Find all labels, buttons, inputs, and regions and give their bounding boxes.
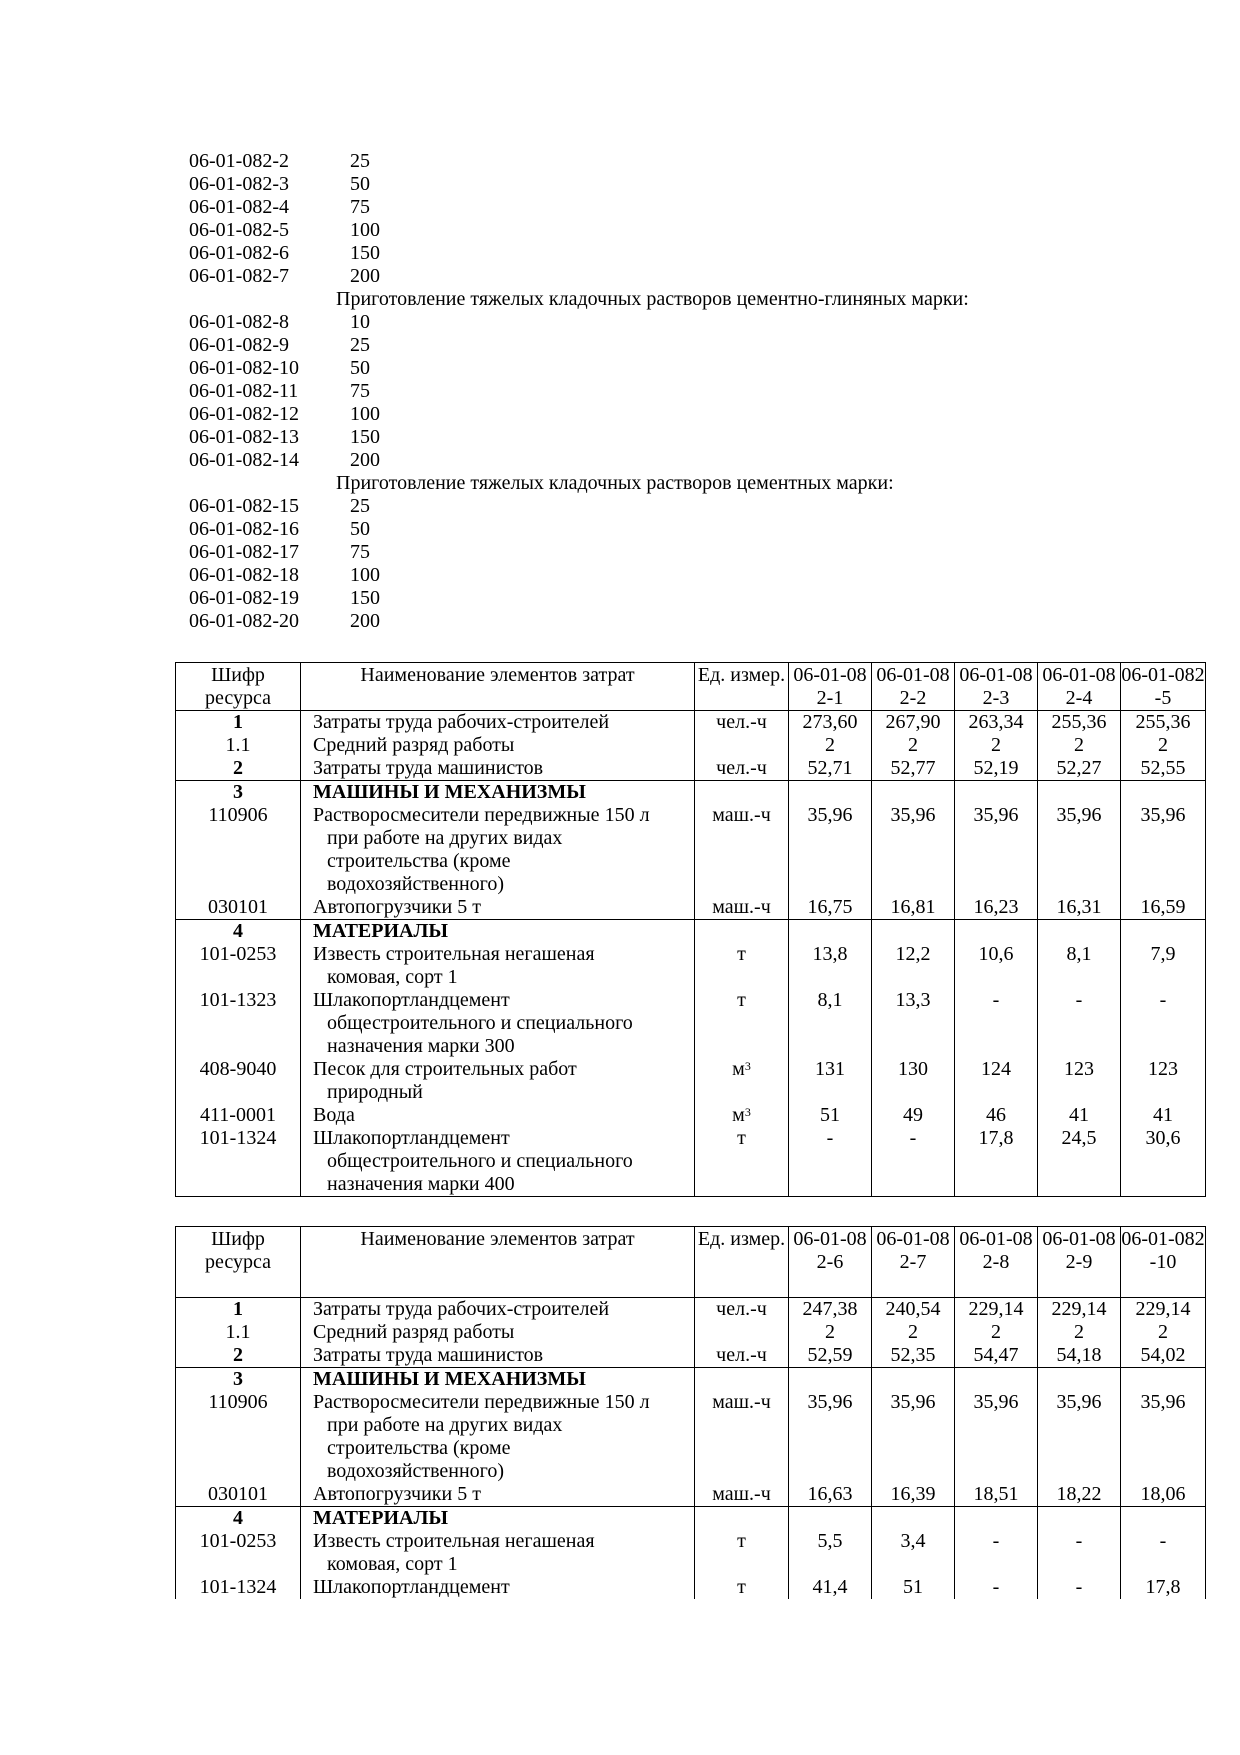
row-name: Известь строительная негашеная (313, 1530, 595, 1552)
row-name: МАШИНЫ И МЕХАНИЗМЫ (301, 781, 695, 805)
value-cell: 16,23 (955, 896, 1038, 920)
header-unit: Ед. измер. (695, 1227, 789, 1298)
code-list-item (189, 219, 1089, 242)
row-name: МАТЕРИАЛЫ (301, 1507, 695, 1531)
row-unit: маш.-ч (695, 1483, 789, 1507)
header-col: 06-01-082-4 (1038, 663, 1121, 711)
value-cell: 49 (872, 1104, 955, 1127)
value-cell: 52,59 (807, 1344, 853, 1366)
table-header-row (176, 663, 1206, 711)
table-row (176, 781, 1206, 805)
unit-superscript: 3 (744, 1059, 751, 1073)
header-col: 06-01-082-10 (1121, 1227, 1206, 1298)
row-code: 2 (233, 1344, 243, 1366)
row-name: Затраты труда рабочих-строителей (313, 711, 610, 733)
value-cell: 35,96 (1121, 1391, 1206, 1483)
code-list-item (189, 311, 1089, 334)
norm-code: 06-01-082-14 (189, 449, 299, 471)
row-code: 101-1324 (176, 1576, 301, 1599)
value-cell: 41,4 (789, 1576, 872, 1599)
row-code: 101-1324 (176, 1127, 301, 1197)
value-cell: 267,90 (885, 711, 941, 733)
code-list-item (189, 495, 1089, 518)
row-code: 3 (176, 1368, 301, 1392)
value-cell: 16,59 (1121, 896, 1206, 920)
value-cell: 8,1 (789, 989, 872, 1058)
value-cell: - (872, 1127, 955, 1197)
row-unit: чел.-ч (716, 1298, 767, 1320)
unit-superscript: 3 (744, 1105, 751, 1119)
value-cell: - (955, 989, 1038, 1058)
value-cell: 229,14 (1135, 1298, 1191, 1320)
section-heading: Приготовление тяжелых кладочных растворов цементно-глиняных марки: (336, 288, 969, 310)
code-list-item (189, 150, 1089, 173)
value-cell: 18,51 (955, 1483, 1038, 1507)
value-cell: 52,35 (890, 1344, 936, 1366)
table-row (176, 1483, 1206, 1507)
code-list-item (189, 334, 1089, 357)
mortar-grade: 25 (350, 150, 370, 172)
norm-code: 06-01-082-13 (189, 426, 299, 448)
row-unit (695, 1321, 788, 1344)
norm-code: 06-01-082-11 (189, 380, 299, 402)
resource-table-2 (175, 1226, 1206, 1599)
value-cell: 17,8 (1121, 1576, 1206, 1599)
mortar-grade: 75 (350, 380, 370, 402)
value-cell: 2 (991, 1321, 1001, 1343)
value-cell: 54,18 (1056, 1344, 1102, 1366)
mortar-grade: 25 (350, 334, 370, 356)
mortar-grade: 75 (350, 541, 370, 563)
value-cell: 2 (825, 1321, 835, 1343)
norm-code: 06-01-082-15 (189, 495, 299, 517)
value-cell: 2 (1158, 734, 1168, 756)
table-row (176, 1368, 1206, 1392)
code-list-item (189, 196, 1089, 219)
value-cell: 5,5 (789, 1530, 872, 1576)
value-cell: 35,96 (1038, 804, 1121, 896)
row-name: Затраты труда машинистов (313, 757, 544, 779)
value-cell: 12,2 (872, 943, 955, 989)
value-cell: 35,96 (789, 804, 872, 896)
value-cell: 16,31 (1038, 896, 1121, 920)
value-cell: 35,96 (955, 804, 1038, 896)
value-cell: 247,38 (802, 1298, 858, 1320)
value-cell: 18,22 (1038, 1483, 1121, 1507)
table-row (176, 711, 1206, 781)
value-cell: 229,14 (968, 1298, 1024, 1320)
value-cell: 255,36 (1051, 711, 1107, 733)
table-row (176, 1530, 1206, 1576)
norm-code: 06-01-082-18 (189, 564, 299, 586)
value-cell: 54,47 (973, 1344, 1019, 1366)
row-unit (695, 734, 788, 757)
row-unit: м (732, 1058, 745, 1080)
norm-code: 06-01-082-20 (189, 610, 299, 632)
header-col: 06-01-082-8 (955, 1227, 1038, 1298)
value-cell: - (1038, 1530, 1121, 1576)
header-name: Наименование элементов затрат (301, 1227, 695, 1298)
row-name: МАШИНЫ И МЕХАНИЗМЫ (301, 1368, 695, 1392)
value-cell: 2 (825, 734, 835, 756)
value-cell: 263,34 (968, 711, 1024, 733)
norm-code: 06-01-082-2 (189, 150, 289, 172)
value-cell: 54,02 (1140, 1344, 1186, 1366)
value-cell: 52,19 (973, 757, 1019, 779)
row-code: 101-0253 (176, 943, 301, 989)
row-name: Шлакопортландцемент (301, 1576, 695, 1599)
code-list-item (189, 541, 1089, 564)
section-heading: Приготовление тяжелых кладочных растворов цементных марки: (336, 472, 894, 494)
mortar-grade: 100 (350, 564, 380, 586)
mortar-grade: 50 (350, 357, 370, 379)
header-code: Шифр ресурса (176, 1227, 301, 1298)
header-col: 06-01-082-2 (872, 663, 955, 711)
norm-code: 06-01-082-3 (189, 173, 289, 195)
row-unit: т (695, 1530, 789, 1576)
table-row (176, 804, 1206, 896)
value-cell: 16,63 (789, 1483, 872, 1507)
value-cell: 16,39 (872, 1483, 955, 1507)
value-cell: 18,06 (1121, 1483, 1206, 1507)
value-cell: 2 (908, 734, 918, 756)
value-cell: 30,6 (1121, 1127, 1206, 1197)
table-row (176, 1298, 1206, 1368)
row-name: Шлакопортландцемент (313, 1127, 510, 1149)
value-cell: - (1038, 1576, 1121, 1599)
mortar-grade: 200 (350, 610, 380, 632)
header-col: 06-01-082-3 (955, 663, 1038, 711)
row-code: 110906 (176, 1391, 301, 1483)
code-list (189, 150, 1089, 633)
value-cell: 52,71 (807, 757, 853, 779)
value-cell: 123 (1038, 1058, 1121, 1104)
table-row (176, 989, 1206, 1058)
code-list-item (189, 449, 1089, 472)
code-list-item (189, 587, 1089, 610)
value-cell: - (1038, 989, 1121, 1058)
value-cell: - (1121, 1530, 1206, 1576)
value-cell: 35,96 (955, 1391, 1038, 1483)
row-code: 1.1 (225, 1321, 251, 1343)
value-cell: 10,6 (955, 943, 1038, 989)
value-cell: 131 (789, 1058, 872, 1104)
code-list-item (189, 380, 1089, 403)
norm-code: 06-01-082-12 (189, 403, 299, 425)
row-code: 3 (176, 781, 301, 805)
row-name: Шлакопортландцемент (313, 989, 510, 1011)
value-cell: 2 (1074, 1321, 1084, 1343)
table-row (176, 1058, 1206, 1104)
value-cell: 13,8 (789, 943, 872, 989)
resource-table-1 (175, 662, 1206, 1197)
row-unit: т (695, 1127, 789, 1197)
row-unit: чел.-ч (716, 711, 767, 733)
row-name: Известь строительная негашеная (313, 943, 595, 965)
row-name: Средний разряд работы (313, 1321, 515, 1343)
value-cell: 41 (1038, 1104, 1121, 1127)
mortar-grade: 50 (350, 173, 370, 195)
norm-code: 06-01-082-4 (189, 196, 289, 218)
value-cell: 16,75 (789, 896, 872, 920)
value-cell: 3,4 (872, 1530, 955, 1576)
table-row (176, 1507, 1206, 1531)
row-code: 1 (233, 711, 243, 733)
value-cell: 16,81 (872, 896, 955, 920)
table-row (176, 1127, 1206, 1197)
value-cell: 7,9 (1121, 943, 1206, 989)
row-name: МАТЕРИАЛЫ (301, 920, 695, 944)
header-col: 06-01-082-5 (1121, 664, 1205, 709)
row-code: 101-0253 (176, 1530, 301, 1576)
code-list-item (189, 518, 1089, 541)
row-code: 4 (176, 1507, 301, 1531)
value-cell: 35,96 (789, 1391, 872, 1483)
row-name: Средний разряд работы (313, 734, 515, 756)
row-name: Автопогрузчики 5 т (301, 896, 695, 920)
value-cell: 123 (1121, 1058, 1206, 1104)
row-code: 1 (233, 1298, 243, 1320)
norm-code: 06-01-082-5 (189, 219, 289, 241)
header-name: Наименование элементов затрат (301, 663, 695, 711)
row-unit: т (695, 989, 789, 1058)
mortar-grade: 150 (350, 242, 380, 264)
norm-code: 06-01-082-19 (189, 587, 299, 609)
row-name-cont: комовая, сорт 1 (327, 1553, 458, 1575)
value-cell: 273,60 (802, 711, 858, 733)
code-list-item (189, 564, 1089, 587)
value-cell: 51 (872, 1576, 955, 1599)
value-cell: 24,5 (1038, 1127, 1121, 1197)
value-cell: 2 (1158, 1321, 1168, 1343)
header-col: 06-01-082-6 (789, 1227, 872, 1298)
row-code: 030101 (176, 896, 301, 920)
code-list-item (189, 403, 1089, 426)
row-code: 101-1323 (176, 989, 301, 1058)
value-cell: - (955, 1530, 1038, 1576)
row-code: 4 (176, 920, 301, 944)
value-cell: 2 (991, 734, 1001, 756)
value-cell: 35,96 (872, 804, 955, 896)
row-code: 1.1 (225, 734, 251, 756)
row-name: Затраты труда машинистов (313, 1344, 544, 1366)
row-name: Растворосмесители передвижные 150 л (313, 1391, 650, 1413)
row-code: 408-9040 (176, 1058, 301, 1104)
header-col: 06-01-082-1 (789, 663, 872, 711)
row-unit: т (695, 943, 789, 989)
row-name-cont: общестроительного и специального назначения марки 300 (327, 1012, 633, 1057)
norm-code: 06-01-082-9 (189, 334, 289, 356)
norm-code: 06-01-082-10 (189, 357, 299, 379)
value-cell: 255,36 (1135, 711, 1191, 733)
value-cell: 17,8 (955, 1127, 1038, 1197)
header-unit: Ед. измер. (695, 663, 789, 711)
row-unit: чел.-ч (716, 757, 767, 779)
norm-code: 06-01-082-6 (189, 242, 289, 264)
row-code: 110906 (176, 804, 301, 896)
table-row (176, 896, 1206, 920)
row-code: 411-0001 (176, 1104, 301, 1127)
mortar-grade: 10 (350, 311, 370, 333)
value-cell: - (1121, 989, 1206, 1058)
row-unit: м (732, 1104, 745, 1126)
value-cell: 35,96 (1121, 804, 1206, 896)
table-row (176, 943, 1206, 989)
value-cell: 130 (872, 1058, 955, 1104)
code-list-item (189, 610, 1089, 633)
mortar-grade: 50 (350, 518, 370, 540)
row-code: 030101 (176, 1483, 301, 1507)
mortar-grade: 200 (350, 265, 380, 287)
row-name-cont: природный (327, 1081, 423, 1103)
header-code: Шифр ресурса (176, 663, 301, 711)
table-row (176, 1104, 1206, 1127)
mortar-grade: 150 (350, 426, 380, 448)
value-cell: 52,55 (1140, 757, 1186, 779)
code-list-item (189, 265, 1089, 288)
row-name-cont: при работе на других видах строительства (кроме водохозяйственного) (327, 827, 563, 895)
value-cell: 51 (789, 1104, 872, 1127)
mortar-grade: 150 (350, 587, 380, 609)
row-unit: маш.-ч (695, 1391, 789, 1483)
value-cell: 52,77 (890, 757, 936, 779)
row-name-cont: комовая, сорт 1 (327, 966, 458, 988)
code-list-item (189, 173, 1089, 196)
value-cell: 46 (955, 1104, 1038, 1127)
row-name-cont: общестроительного и специального назначения марки 400 (327, 1150, 633, 1195)
mortar-grade: 200 (350, 449, 380, 471)
table-row (176, 920, 1206, 944)
code-list-item (189, 426, 1089, 449)
row-name-cont: при работе на других видах строительства (кроме водохозяйственного) (327, 1414, 563, 1482)
value-cell: 240,54 (885, 1298, 941, 1320)
row-unit: маш.-ч (695, 896, 789, 920)
value-cell: - (955, 1576, 1038, 1599)
norm-code: 06-01-082-8 (189, 311, 289, 333)
mortar-grade: 100 (350, 219, 380, 241)
mortar-grade: 25 (350, 495, 370, 517)
value-cell: 35,96 (872, 1391, 955, 1483)
row-unit: чел.-ч (716, 1344, 767, 1366)
code-list-item (189, 357, 1089, 380)
value-cell: 41 (1121, 1104, 1206, 1127)
row-name: Растворосмесители передвижные 150 л (313, 804, 650, 826)
mortar-grade: 75 (350, 196, 370, 218)
value-cell: 35,96 (1038, 1391, 1121, 1483)
value-cell: 13,3 (872, 989, 955, 1058)
row-name: Автопогрузчики 5 т (301, 1483, 695, 1507)
value-cell: 124 (955, 1058, 1038, 1104)
table-row (176, 1576, 1206, 1599)
header-col: 06-01-082-7 (872, 1227, 955, 1298)
norm-code: 06-01-082-7 (189, 265, 289, 287)
value-cell: 229,14 (1051, 1298, 1107, 1320)
row-unit: т (695, 1576, 789, 1599)
row-unit: маш.-ч (695, 804, 789, 896)
norm-code: 06-01-082-17 (189, 541, 299, 563)
mortar-grade: 100 (350, 403, 380, 425)
code-list-item (189, 242, 1089, 265)
value-cell: 52,27 (1056, 757, 1102, 779)
value-cell: 8,1 (1038, 943, 1121, 989)
table-header-row (176, 1227, 1206, 1298)
row-name: Затраты труда рабочих-строителей (313, 1298, 610, 1320)
row-name: Вода (301, 1104, 695, 1127)
norm-code: 06-01-082-16 (189, 518, 299, 540)
header-col: 06-01-082-9 (1038, 1227, 1121, 1298)
row-code: 2 (233, 757, 243, 779)
value-cell: 2 (1074, 734, 1084, 756)
row-name: Песок для строительных работ (313, 1058, 577, 1080)
value-cell: - (789, 1127, 872, 1197)
table-row (176, 1391, 1206, 1483)
value-cell: 2 (908, 1321, 918, 1343)
